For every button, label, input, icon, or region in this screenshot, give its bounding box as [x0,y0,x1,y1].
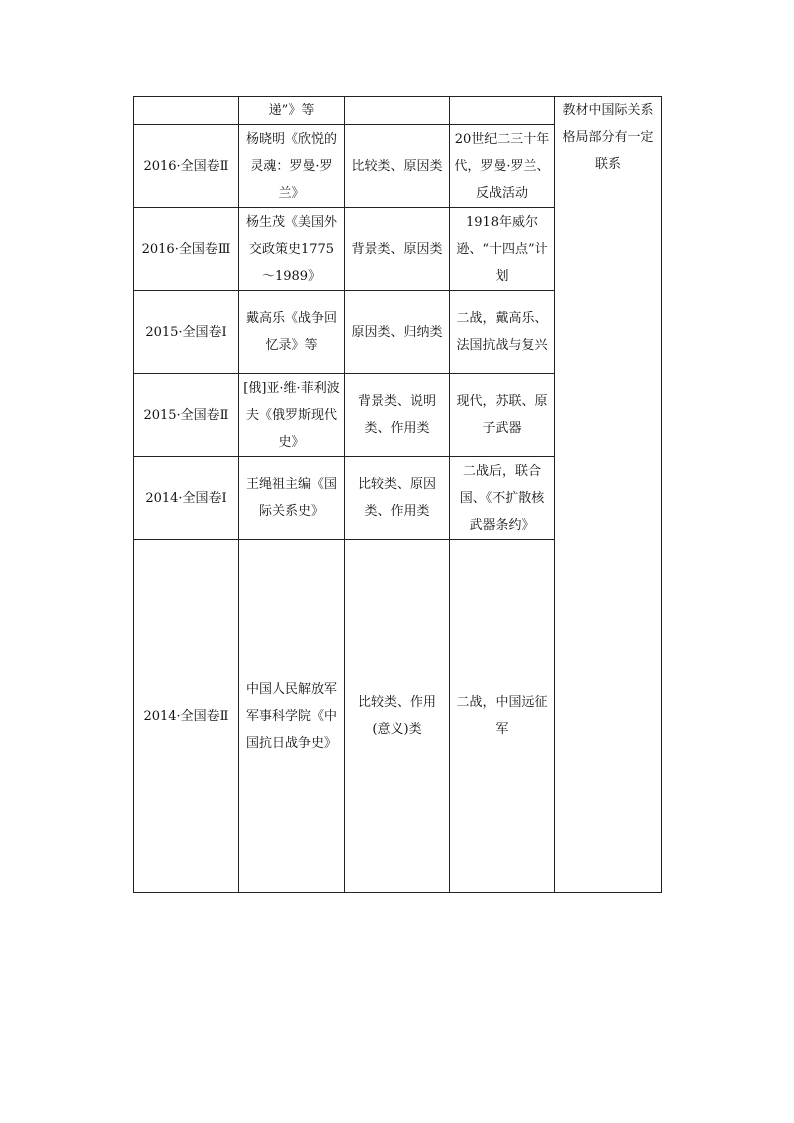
year-cell: 2015·全国卷Ⅰ [134,291,239,374]
source-cell: 递”》等 [239,97,345,125]
theme-cell: 二战，戴高乐、法国抗战与复兴 [450,291,555,374]
type-cell: 比较类、原因类、作用类 [345,457,450,540]
exam-questions-table [133,96,662,893]
year-cell: 2014·全国卷Ⅰ [134,457,239,540]
theme-cell: 二战，中国远征军 [450,540,555,893]
theme-cell: 二战后，联合国、《不扩散核武器条约》 [450,457,555,540]
year-cell: 2016·全国卷Ⅲ [134,208,239,291]
type-cell: 背景类、原因类 [345,208,450,291]
source-cell: 王绳祖主编《国际关系史》 [239,457,345,540]
year-cell [134,97,239,125]
type-cell [345,97,450,125]
year-cell: 2015·全国卷Ⅱ [134,374,239,457]
source-cell: 中国人民解放军军事科学院《中国抗日战争史》 [239,540,345,893]
type-cell: 背景类、说明类、作用类 [345,374,450,457]
type-cell: 比较类、原因类 [345,125,450,208]
theme-cell: 20世纪二三十年代，罗曼·罗兰、反战活动 [450,125,555,208]
source-cell: [俄]亚·维·菲利波夫《俄罗斯现代史》 [239,374,345,457]
theme-cell: 现代，苏联、原子武器 [450,374,555,457]
type-cell: 原因类、归纳类 [345,291,450,374]
source-cell: 杨生茂《美国外交政策史1775～1989》 [239,208,345,291]
source-cell: 戴高乐《战争回忆录》等 [239,291,345,374]
year-cell: 2016·全国卷Ⅱ [134,125,239,208]
year-cell: 2014·全国卷Ⅱ [134,540,239,893]
type-cell: 比较类、作用(意义)类 [345,540,450,893]
theme-cell [450,97,555,125]
note-cell: 教材中国际关系格局部分有一定联系 [555,97,662,893]
theme-cell: 1918年威尔逊、“十四点”计划 [450,208,555,291]
table-row [134,97,662,125]
source-cell: 杨晓明《欣悦的灵魂：罗曼·罗兰》 [239,125,345,208]
